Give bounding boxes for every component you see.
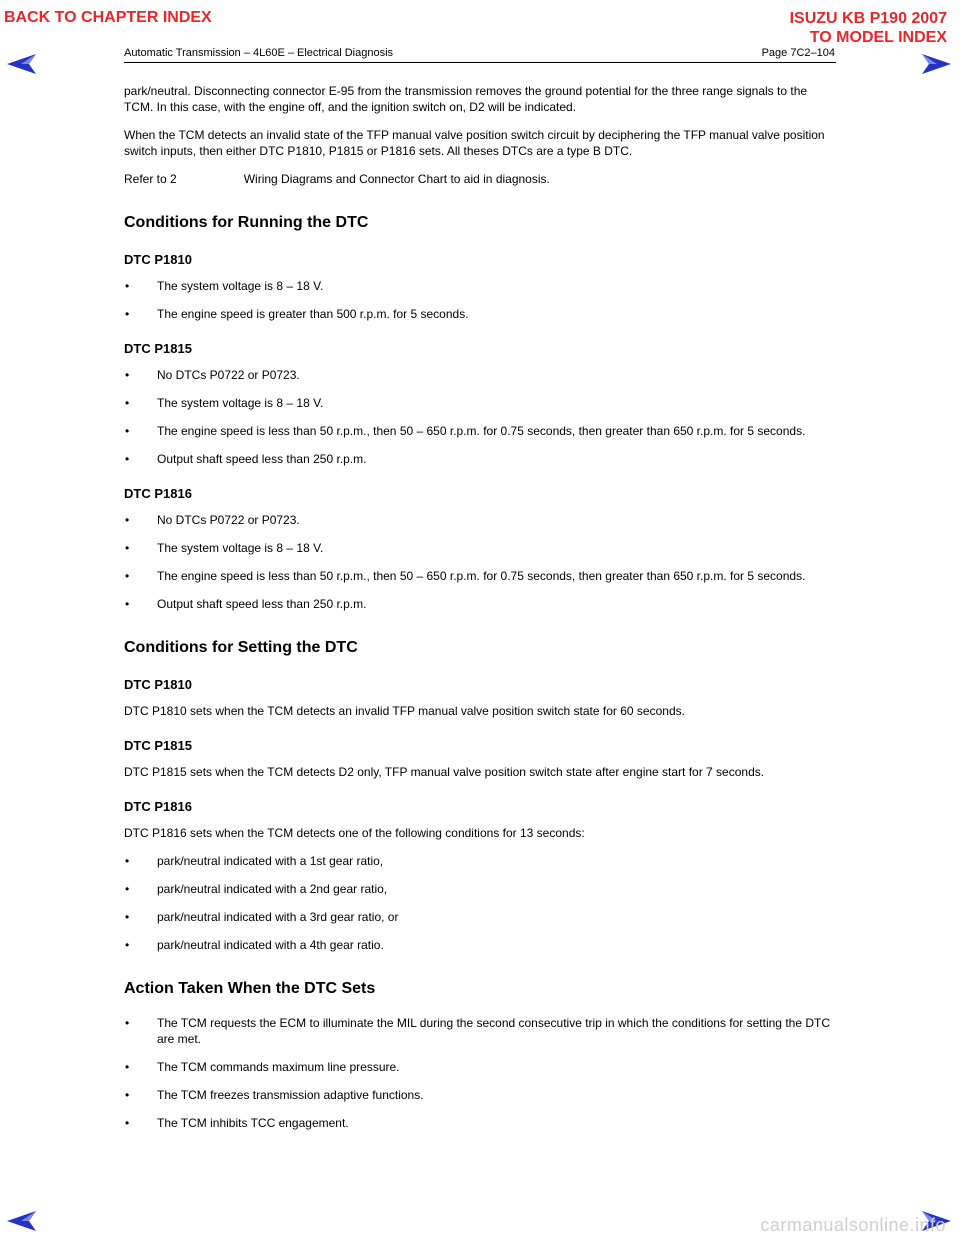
intro-paragraph-2: When the TCM detects an invalid state of the TFP manual valve position switch circuit by deciphering the TFP manual valve position switch inputs, then either DTC P1810, P1815 or P1816 sets. All theses DTCs are a type B DTC. (124, 128, 825, 158)
set-p1810-text: DTC P1810 sets when the TCM detects an invalid TFP manual valve position switch state for 60 seconds. (124, 704, 685, 718)
list-item: • The TCM freezes transmission adaptive functions. (125, 1088, 424, 1102)
subheading-set-p1810: DTC P1810 (124, 677, 192, 692)
list-item: • The TCM inhibits TCC engagement. (125, 1116, 349, 1130)
subheading-p1816: DTC P1816 (124, 486, 192, 501)
list-item: • park/neutral indicated with a 2nd gear ratio, (125, 882, 388, 896)
list-item: • The system voltage is 8 – 18 V. (125, 279, 324, 293)
set-p1815-text: DTC P1815 sets when the TCM detects D2 only, TFP manual valve position switch state after engine start for 7 seconds. (124, 765, 765, 779)
left-arrow-icon (6, 1210, 38, 1232)
list-item: • park/neutral indicated with a 3rd gear ratio, or (125, 910, 399, 924)
list-item: • The system voltage is 8 – 18 V. (125, 541, 324, 555)
model-title: ISUZU KB P190 2007 (789, 10, 947, 27)
watermark: carmanualsonline.info (760, 1215, 946, 1235)
list-item: • park/neutral indicated with a 1st gear ratio, (125, 854, 384, 868)
list-item: • No DTCs P0722 or P0723. (125, 513, 300, 527)
bullet-list (124, 1015, 836, 1131)
refer-prefix: Refer to 2 (124, 172, 177, 186)
list-item: • The engine speed is greater than 500 r.p.m. for 5 seconds. (125, 307, 469, 321)
list-item: • No DTCs P0722 or P0723. (125, 368, 300, 382)
refer-text: Wiring Diagrams and Connector Chart to aid in diagnosis. (243, 172, 550, 186)
subheading-set-p1816: DTC P1816 (124, 799, 192, 814)
back-to-chapter-index-link[interactable]: BACK TO CHAPTER INDEX (4, 9, 212, 26)
list-item: • Output shaft speed less than 250 r.p.m. (125, 597, 367, 611)
subheading-set-p1815: DTC P1815 (124, 738, 192, 753)
list-item: • The TCM commands maximum line pressure. (125, 1060, 400, 1074)
list-item: • The engine speed is less than 50 r.p.m., then 50 – 650 r.p.m. for 0.75 seconds, then greater than 650 r.p.m. for 5 seconds. (125, 424, 806, 438)
list-item: • The TCM requests the ECM to illuminate the MIL during the second consecutive trip in which the conditions for setting the DTC are met. (125, 1016, 830, 1046)
next-page-button[interactable] (920, 53, 952, 75)
left-arrow-icon (6, 53, 38, 75)
set-p1816-text: DTC P1816 sets when the TCM detects one of the following conditions for 13 seconds: (124, 826, 585, 840)
document-title: Automatic Transmission – 4L60E – Electrical Diagnosis (124, 47, 394, 59)
header-rule (124, 62, 836, 63)
right-arrow-icon (920, 53, 952, 75)
bullet-list (124, 367, 836, 467)
section-heading-setting: Conditions for Setting the DTC (124, 639, 358, 656)
refer-paragraph (124, 171, 836, 187)
previous-page-button[interactable] (6, 53, 38, 75)
list-item: • The system voltage is 8 – 18 V. (125, 396, 324, 410)
page-content (124, 83, 836, 1143)
list-item: • park/neutral indicated with a 4th gear ratio. (125, 938, 384, 952)
list-item: • Output shaft speed less than 250 r.p.m. (125, 452, 367, 466)
intro-paragraph-1: park/neutral. Disconnecting connector E-95 from the transmission removes the ground potential for the three range signals to the TCM. In this case, with the engine off, and the ignition switch on, D2 will be indicated. (124, 84, 808, 114)
previous-page-button-bottom[interactable] (6, 1210, 38, 1232)
bullet-list (124, 512, 836, 612)
model-index-link[interactable] (790, 9, 947, 47)
subheading-p1815: DTC P1815 (124, 341, 192, 356)
subheading-p1810: DTC P1810 (124, 252, 192, 267)
section-heading-running: Conditions for Running the DTC (124, 214, 369, 231)
section-heading-action: Action Taken When the DTC Sets (124, 980, 376, 997)
bullet-list (124, 278, 836, 322)
page-number: Page 7C2–104 (761, 47, 835, 59)
list-item: • The engine speed is less than 50 r.p.m., then 50 – 650 r.p.m. for 0.75 seconds, then greater than 650 r.p.m. for 5 seconds. (125, 569, 806, 583)
bullet-list (124, 853, 836, 953)
to-model-index-label: TO MODEL INDEX (809, 29, 947, 46)
